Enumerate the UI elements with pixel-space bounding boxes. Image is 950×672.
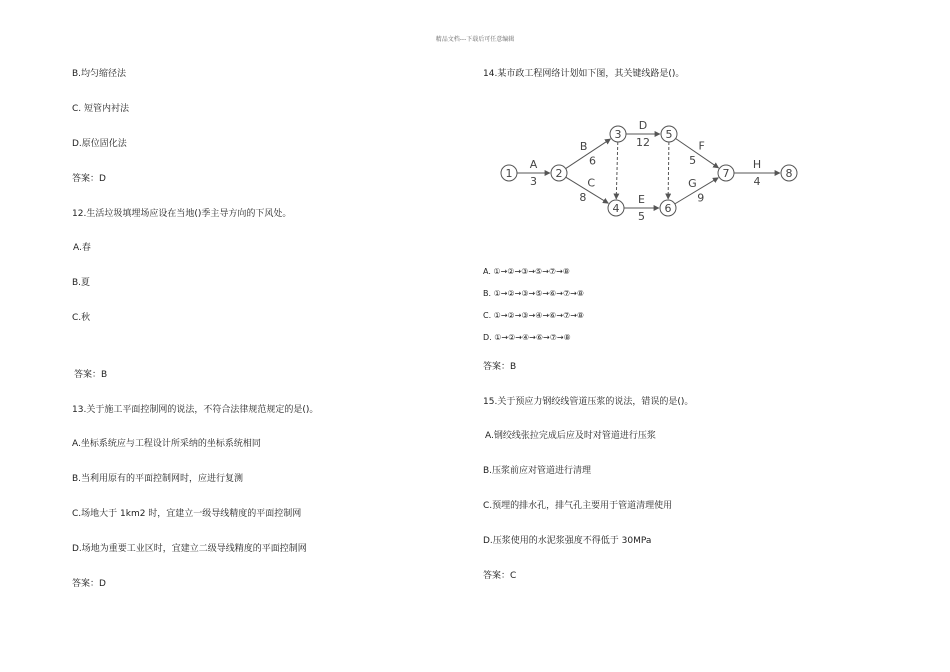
dummy-arrow-3-4 — [616, 142, 618, 199]
node-label-8: 8 — [785, 167, 793, 180]
network-diagram — [490, 118, 810, 228]
q13-option-a: A.坐标系统应与工程设计所采纳的坐标系统相同 — [72, 439, 261, 449]
activity-label-d: D — [638, 119, 648, 132]
q12-answer: 答案：B — [74, 370, 108, 380]
q15-option-c: C.预埋的排水孔，排气孔主要用于管道清理使用 — [483, 501, 673, 511]
q15-option-a: A.钢绞线张拉完成后应及时对管道进行压浆 — [485, 431, 656, 441]
activity-label-b: B — [579, 140, 588, 154]
activity-label-f: F — [698, 139, 705, 153]
activity-duration-a: 3 — [530, 175, 537, 188]
page-header: 精品文档---下载后可任意编辑 — [435, 36, 515, 43]
node-label-1: 1 — [505, 167, 513, 180]
q14-option-d: D. ①→②→④→⑥→⑦→⑧ — [483, 333, 571, 342]
node-label-4: 4 — [612, 202, 620, 215]
activity-label-c: C — [587, 176, 596, 190]
activity-label-g: G — [688, 176, 697, 190]
activity-duration-b: 6 — [588, 154, 596, 168]
activity-duration-e: 5 — [638, 210, 645, 223]
q12-question: 12.生活垃圾填埋场应设在当地()季主导方向的下风处。 — [72, 209, 292, 219]
q15-option-d: D.压浆使用的水泥浆强度不得低于 30MPa — [483, 536, 652, 546]
q13-answer: 答案：D — [72, 579, 106, 589]
activity-duration-h: 4 — [753, 175, 761, 188]
q14-question: 14.某市政工程网络计划如下图，其关键线路是()。 — [483, 69, 685, 79]
activity-duration-d: 12 — [636, 136, 650, 149]
q15-option-b: B.压浆前应对管道进行清理 — [483, 466, 592, 476]
q14-option-c: C. ①→②→③→④→⑥→⑦→⑧ — [483, 311, 585, 320]
q13-option-c: C.场地大于 1km2 时，宜建立一级导线精度的平面控制网 — [72, 509, 302, 519]
q11-option-b: B.均匀缩径法 — [72, 69, 127, 79]
node-label-3: 3 — [614, 128, 622, 141]
q15-answer: 答案：C — [483, 571, 517, 581]
activity-arrow-f — [676, 139, 719, 168]
q14-answer: 答案：B — [483, 362, 517, 372]
q13-option-d: D.场地为重要工业区时，宜建立二级导线精度的平面控制网 — [72, 544, 307, 554]
activity-label-h: H — [752, 158, 762, 171]
q14-option-b: B. ①→②→③→⑤→⑥→⑦→⑧ — [483, 289, 584, 298]
node-label-5: 5 — [665, 128, 673, 141]
q12-option-c: C.秋 — [72, 313, 91, 323]
q12-option-b: B.夏 — [72, 278, 91, 288]
node-label-2: 2 — [555, 167, 563, 180]
activity-label-e: E — [638, 193, 645, 206]
node-label-6: 6 — [664, 202, 672, 215]
dummy-arrow-5-6 — [668, 142, 669, 199]
activity-duration-c: 8 — [579, 191, 587, 205]
q14-option-a: A. ①→②→③→⑤→⑦→⑧ — [483, 267, 570, 276]
q13-option-b: B.当利用原有的平面控制网时，应进行复测 — [72, 474, 244, 484]
q15-question: 15.关于预应力钢绞线管道压浆的说法，错误的是()。 — [483, 397, 694, 407]
q11-option-c: C. 短管内衬法 — [72, 104, 130, 114]
node-label-7: 7 — [722, 167, 730, 180]
q13-question: 13.关于施工平面控制网的说法，不符合法律规范规定的是()。 — [72, 405, 319, 415]
activity-duration-g: 9 — [697, 191, 705, 205]
q11-answer: 答案：D — [72, 174, 106, 184]
q12-option-a: A.春 — [73, 243, 91, 253]
activity-label-a: A — [529, 158, 538, 171]
activity-duration-f: 5 — [689, 153, 697, 167]
q11-option-d: D.原位固化法 — [72, 139, 127, 149]
